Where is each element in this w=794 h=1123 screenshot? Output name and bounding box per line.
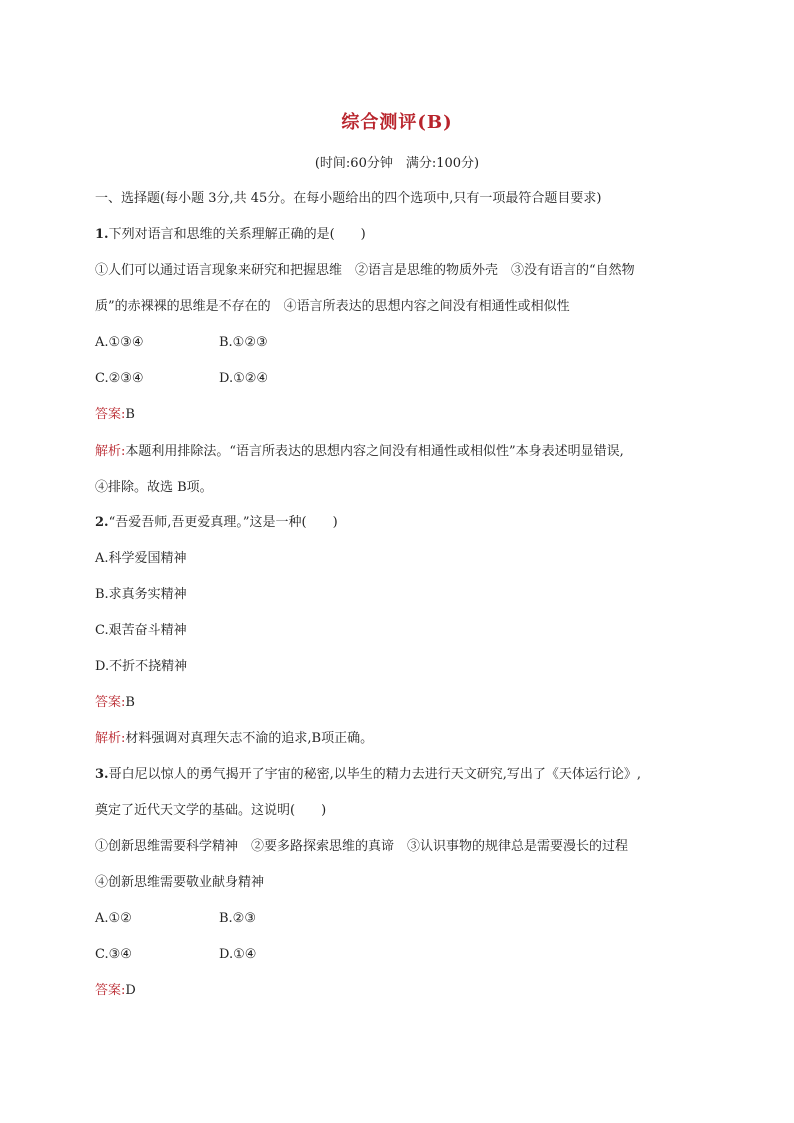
- section-heading: 一、选择题(每小题 3分,共 45分。在每小题给出的四个选项中,只有一项最符合题目要求): [95, 191, 602, 206]
- question-3-options-row-1: [95, 910, 715, 928]
- question-3-option-b: B.②③: [219, 911, 256, 926]
- question-3-number: 3.: [95, 767, 109, 782]
- question-3-text: 哥白尼以惊人的勇气揭开了宇宙的秘密,以毕生的精力去进行天文研究,写出了《天体运行论》,: [108, 767, 641, 782]
- exam-time-score: (时间:60分钟 满分:100分): [314, 156, 480, 171]
- question-2-option-c: C.艰苦奋斗精神: [95, 623, 187, 638]
- question-1-answer: [95, 406, 715, 424]
- answer-label: 答案:: [95, 695, 126, 710]
- question-1-analysis-line-1: [95, 443, 715, 461]
- question-1-items-line-2: 质”的赤裸裸的思维是不存在的 ④语言所表达的思想内容之间没有相通性或相似性: [95, 299, 570, 314]
- question-3-option-d: D.①④: [219, 947, 257, 962]
- answer-label: 答案:: [95, 983, 126, 998]
- question-1-options-row-1: [95, 334, 715, 352]
- answer-label: 答案:: [95, 407, 126, 422]
- analysis-text: 本题利用排除法。“语言所表达的思想内容之间没有相通性或相似性”本身表述明显错误,: [125, 444, 624, 459]
- question-1-option-a: A.①③④: [95, 335, 144, 350]
- question-3-items-line-2: ④创新思维需要敬业献身精神: [95, 875, 265, 890]
- question-2-number: 2.: [95, 515, 109, 530]
- question-3-option-c: C.③④: [95, 947, 132, 962]
- question-3-stem-line-2: 奠定了近代天文学的基础。这说明( ): [95, 803, 327, 818]
- question-1-option-c: C.②③④: [95, 371, 144, 386]
- question-1-options-row-2: [95, 370, 715, 388]
- question-3-stem-line-1: [95, 766, 715, 784]
- question-2-stem: [95, 514, 715, 532]
- answer-value: B: [125, 407, 135, 422]
- question-1-number: 1.: [95, 227, 109, 242]
- answer-value: B: [125, 695, 135, 710]
- question-1-items-line-1: ①人们可以通过语言现象来研究和把握思维 ②语言是思维的物质外壳 ③没有语言的“自然物: [95, 263, 635, 278]
- question-3-answer: [95, 982, 715, 1000]
- question-1-text: 下列对语言和思维的关系理解正确的是( ): [108, 227, 366, 242]
- question-2-analysis: [95, 730, 715, 748]
- question-1-analysis-line-2: ④排除。故选 B项。: [95, 480, 213, 495]
- question-2-answer: [95, 694, 715, 712]
- page-title: 综合测评(B): [341, 112, 453, 133]
- question-2-option-d: D.不折不挠精神: [95, 659, 188, 674]
- question-1-option-b: B.①②③: [219, 335, 268, 350]
- question-1-stem: [95, 226, 715, 244]
- question-2-option-a: A.科学爱国精神: [95, 551, 187, 566]
- analysis-text: 材料强调对真理矢志不渝的追求,B项正确。: [125, 731, 374, 746]
- analysis-label: 解析:: [95, 444, 126, 459]
- analysis-label: 解析:: [95, 731, 126, 746]
- question-2-text: “吾爱吾师,吾更爱真理。”这是一种( ): [108, 515, 338, 530]
- answer-value: D: [125, 983, 136, 998]
- question-3-option-a: A.①②: [95, 911, 132, 926]
- question-3-options-row-2: [95, 946, 715, 964]
- question-1-option-d: D.①②④: [219, 371, 269, 386]
- question-3-items-line-1: ①创新思维需要科学精神 ②要多路探索思维的真谛 ③认识事物的规律总是需要漫长的过程: [95, 839, 629, 854]
- question-2-option-b: B.求真务实精神: [95, 587, 187, 602]
